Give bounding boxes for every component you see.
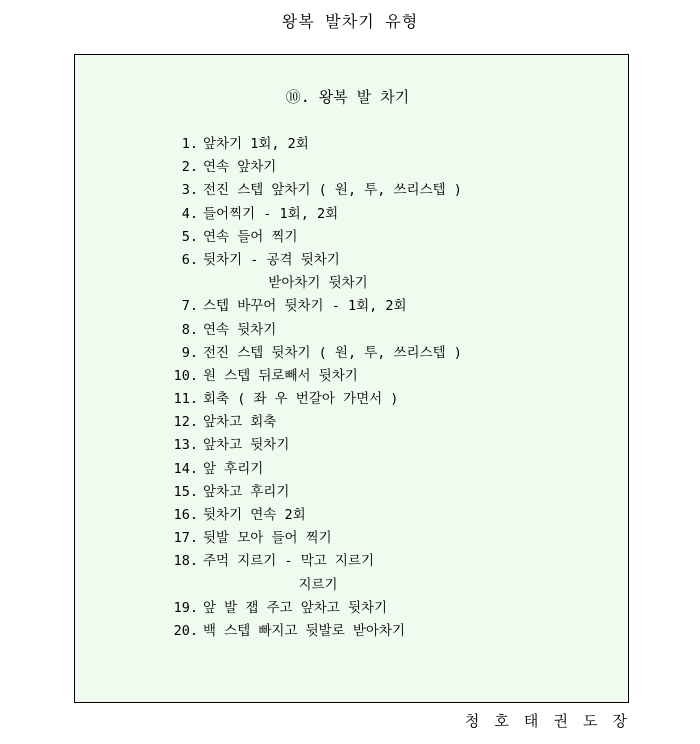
item-number: 13. — [173, 437, 198, 454]
list-item — [171, 550, 503, 573]
list-item — [171, 504, 503, 527]
list-item — [171, 249, 503, 272]
item-text: 앞 후리기 — [203, 460, 264, 477]
item-text: 백 스텝 빠지고 뒷발로 받아차기 — [203, 622, 406, 639]
list-item — [171, 295, 503, 318]
list-item — [171, 411, 503, 434]
item-text: 연속 들어 찍기 — [203, 228, 298, 245]
item-text: 들어찍기 - 1회, 2회 — [203, 205, 339, 222]
list-item — [171, 226, 503, 249]
page-title: 왕복 발차기 유형 — [281, 12, 419, 31]
item-number — [171, 272, 198, 295]
item-number: 10. — [173, 367, 198, 384]
item-number: 16. — [173, 507, 198, 523]
item-text: 앞차기 1회, 2회 — [203, 136, 309, 152]
item-number: 14. — [173, 460, 198, 477]
item-text: 앞차고 뒷차기 — [203, 437, 290, 454]
item-number: 4. — [181, 205, 198, 222]
item-text: 앞차고 후리기 — [203, 483, 290, 500]
item-text: 지르기 — [298, 576, 338, 593]
item-number: 6. — [181, 251, 198, 268]
list-item — [171, 179, 503, 202]
list-item — [171, 597, 503, 620]
list-item — [171, 319, 503, 342]
item-number: 9. — [181, 344, 198, 361]
list-item — [171, 342, 503, 365]
list-item — [171, 365, 503, 388]
item-number: 5. — [181, 228, 198, 245]
content-box — [74, 54, 629, 703]
item-text: 앞 발 잽 주고 앞차고 뒷차기 — [203, 599, 388, 616]
list-item — [171, 620, 503, 643]
item-text: 원 스텝 뒤로빼서 뒷차기 — [203, 367, 358, 384]
list-item — [171, 481, 503, 504]
item-text: 연속 앞차기 — [203, 159, 277, 176]
list-subheading — [171, 574, 503, 597]
dojang-name: 청 호 태 권 도 장 — [464, 712, 630, 730]
item-number — [171, 574, 198, 597]
list-item — [171, 527, 503, 550]
item-number: 20. — [173, 622, 198, 639]
list-subheading — [171, 272, 503, 295]
list-item — [171, 458, 503, 481]
list-item — [171, 434, 503, 457]
item-text: 주먹 지르기 - 막고 지르기 — [203, 553, 375, 570]
list-item — [171, 156, 503, 179]
item-number: 7. — [181, 298, 198, 315]
item-text: 앞차고 회축 — [203, 414, 277, 431]
item-number: 17. — [173, 530, 198, 547]
item-text: 연속 뒷차기 — [203, 321, 277, 338]
item-number: 1. — [181, 136, 198, 152]
item-text: 전진 스텝 뒷차기 ( 원, 투, 쓰리스텝 ) — [203, 344, 462, 361]
item-number: 15. — [173, 483, 198, 500]
item-text: 스텝 바꾸어 뒷차기 - 1회, 2회 — [203, 298, 407, 315]
item-number: 12. — [173, 414, 198, 431]
item-number: 2. — [181, 159, 198, 176]
item-text: 받아차기 뒷차기 — [268, 275, 368, 292]
item-number: 3. — [181, 182, 198, 199]
list-item — [171, 388, 503, 411]
list-item — [171, 203, 503, 226]
item-number: 19. — [173, 599, 198, 616]
item-number: 11. — [173, 391, 198, 408]
item-number: 18. — [173, 553, 198, 570]
item-text: 전진 스텝 앞차기 ( 원, 투, 쓰리스텝 ) — [203, 182, 462, 199]
item-number: 8. — [181, 321, 198, 338]
list-item — [171, 133, 503, 156]
item-text: 뒷발 모아 들어 찍기 — [203, 530, 332, 547]
section-heading: ⑩. 왕복 발 차기 — [285, 88, 410, 106]
item-text: 뒷차기 연속 2회 — [203, 507, 306, 523]
item-text: 뒷차기 - 공격 뒷차기 — [203, 251, 340, 268]
kick-list — [171, 133, 503, 643]
item-text: 회축 ( 좌 우 번갈아 가면서 ) — [203, 391, 399, 408]
